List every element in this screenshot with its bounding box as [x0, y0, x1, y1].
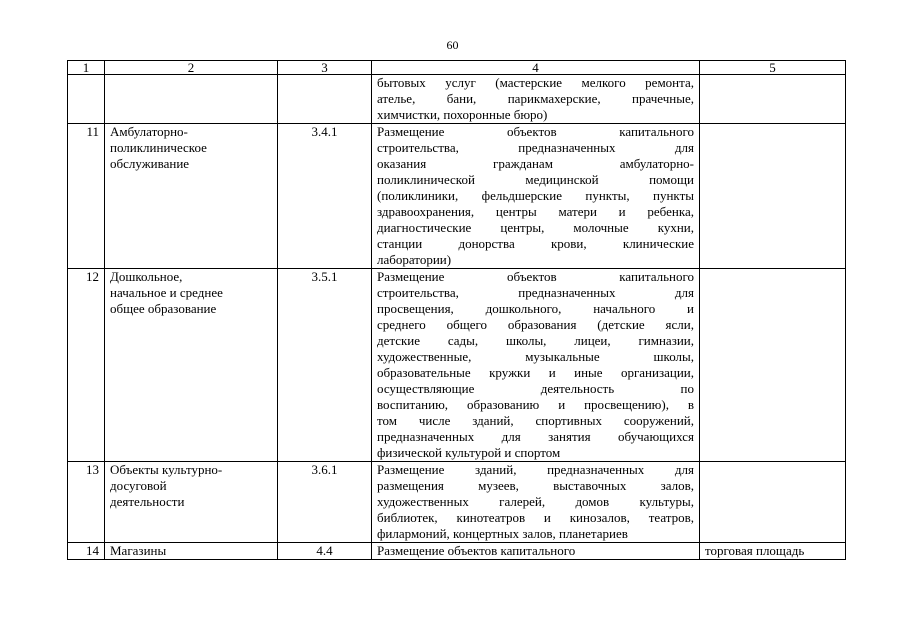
row-name-line: поликлиническое	[110, 140, 207, 155]
row-description-line: предназначенных для занятия обучающихся	[377, 429, 694, 444]
row-description-line: осуществляющие деятельность по	[377, 381, 694, 396]
row-name-line: обслуживание	[110, 156, 190, 171]
row-description-line: образовательные кружки и иные организации,	[377, 365, 694, 380]
row-description-line: поликлинической медицинской помощи	[377, 172, 694, 187]
row-description-line: том числе зданий, спортивных сооружений,	[377, 413, 694, 428]
row-description-line: Размещение зданий, предназначенных для	[377, 462, 694, 477]
row-description-line: размещения музеев, выставочных залов,	[377, 478, 694, 493]
row-name	[105, 75, 278, 124]
row-parameters	[700, 124, 846, 269]
row-code: 3.6.1	[278, 462, 372, 543]
land-use-table	[67, 60, 846, 560]
header-cell: 5	[700, 61, 846, 75]
row-name-line: досуговой	[110, 478, 167, 493]
table-row	[68, 75, 846, 124]
row-parameters	[700, 75, 846, 124]
row-number: 14	[68, 543, 105, 560]
row-parameters: торговая площадь	[700, 543, 846, 560]
row-number: 12	[68, 269, 105, 462]
row-code: 4.4	[278, 543, 372, 560]
row-description	[372, 124, 700, 269]
table-row	[68, 462, 846, 543]
row-name	[105, 543, 278, 560]
row-description-line: строительства, предназначенных для	[377, 140, 694, 155]
row-name-line: деятельности	[110, 494, 185, 509]
row-description	[372, 75, 700, 124]
row-description-line: Размещение объектов капитального	[377, 269, 694, 284]
row-description	[372, 462, 700, 543]
row-description-line: лаборатории)	[377, 252, 452, 267]
row-parameters	[700, 269, 846, 462]
page-number: 60	[446, 38, 459, 52]
table-header-row	[68, 61, 846, 75]
row-name	[105, 124, 278, 269]
row-description	[372, 269, 700, 462]
row-description-line: Размещение объектов капитального	[377, 543, 576, 558]
row-description-line: художественные, музыкальные школы,	[377, 349, 694, 364]
row-description-line: художественных галерей, домов культуры,	[377, 494, 694, 509]
row-description-line: диагностические центры, молочные кухни,	[377, 220, 694, 235]
row-description-line: ателье, бани, парикмахерские, прачечные,	[377, 91, 694, 106]
row-description-line: просвещения, дошкольного, начального и	[377, 301, 694, 316]
row-number	[68, 75, 105, 124]
row-description-line: (поликлиники, фельдшерские пункты, пункты	[377, 188, 694, 203]
row-description-line: физической культурой и спортом	[377, 445, 561, 460]
row-name-line: Объекты культурно-	[110, 462, 223, 477]
table-row	[68, 124, 846, 269]
header-cell: 4	[372, 61, 700, 75]
row-name-line: Амбулаторно-	[110, 124, 188, 139]
row-description-line: химчистки, похоронные бюро)	[377, 107, 548, 122]
row-number: 11	[68, 124, 105, 269]
row-code	[278, 75, 372, 124]
row-description-line: Размещение объектов капитального	[377, 124, 694, 139]
header-cell: 3	[278, 61, 372, 75]
row-description-line: здравоохранения, центры матери и ребенка,	[377, 204, 694, 219]
row-number: 13	[68, 462, 105, 543]
row-description-line: станции донорства крови, клинические	[377, 236, 694, 251]
row-description-line: филармоний, концертных залов, планетариев	[377, 526, 628, 541]
row-name-line: общее образование	[110, 301, 217, 316]
row-description-line: строительства, предназначенных для	[377, 285, 694, 300]
row-description-line: бытовых услуг (мастерские мелкого ремонта,	[377, 75, 694, 90]
row-name	[105, 462, 278, 543]
row-description-line: воспитанию, образованию и просвещению), в	[377, 397, 694, 412]
row-description-line: библиотек, кинотеатров и кинозалов, театров,	[377, 510, 694, 525]
row-code: 3.4.1	[278, 124, 372, 269]
header-cell: 2	[105, 61, 278, 75]
row-parameters	[700, 462, 846, 543]
table-row	[68, 269, 846, 462]
row-code: 3.5.1	[278, 269, 372, 462]
row-name-line: Магазины	[110, 543, 167, 558]
table-row	[68, 543, 846, 560]
row-name	[105, 269, 278, 462]
row-name-line: Дошкольное,	[110, 269, 183, 284]
row-description-line: среднего общего образования (детские ясли,	[377, 317, 694, 332]
header-cell: 1	[68, 61, 105, 75]
row-description-line: оказания гражданам амбулаторно-	[377, 156, 694, 171]
row-name-line: начальное и среднее	[110, 285, 223, 300]
row-description-line: детские сады, школы, лицеи, гимназии,	[377, 333, 694, 348]
row-description	[372, 543, 700, 560]
